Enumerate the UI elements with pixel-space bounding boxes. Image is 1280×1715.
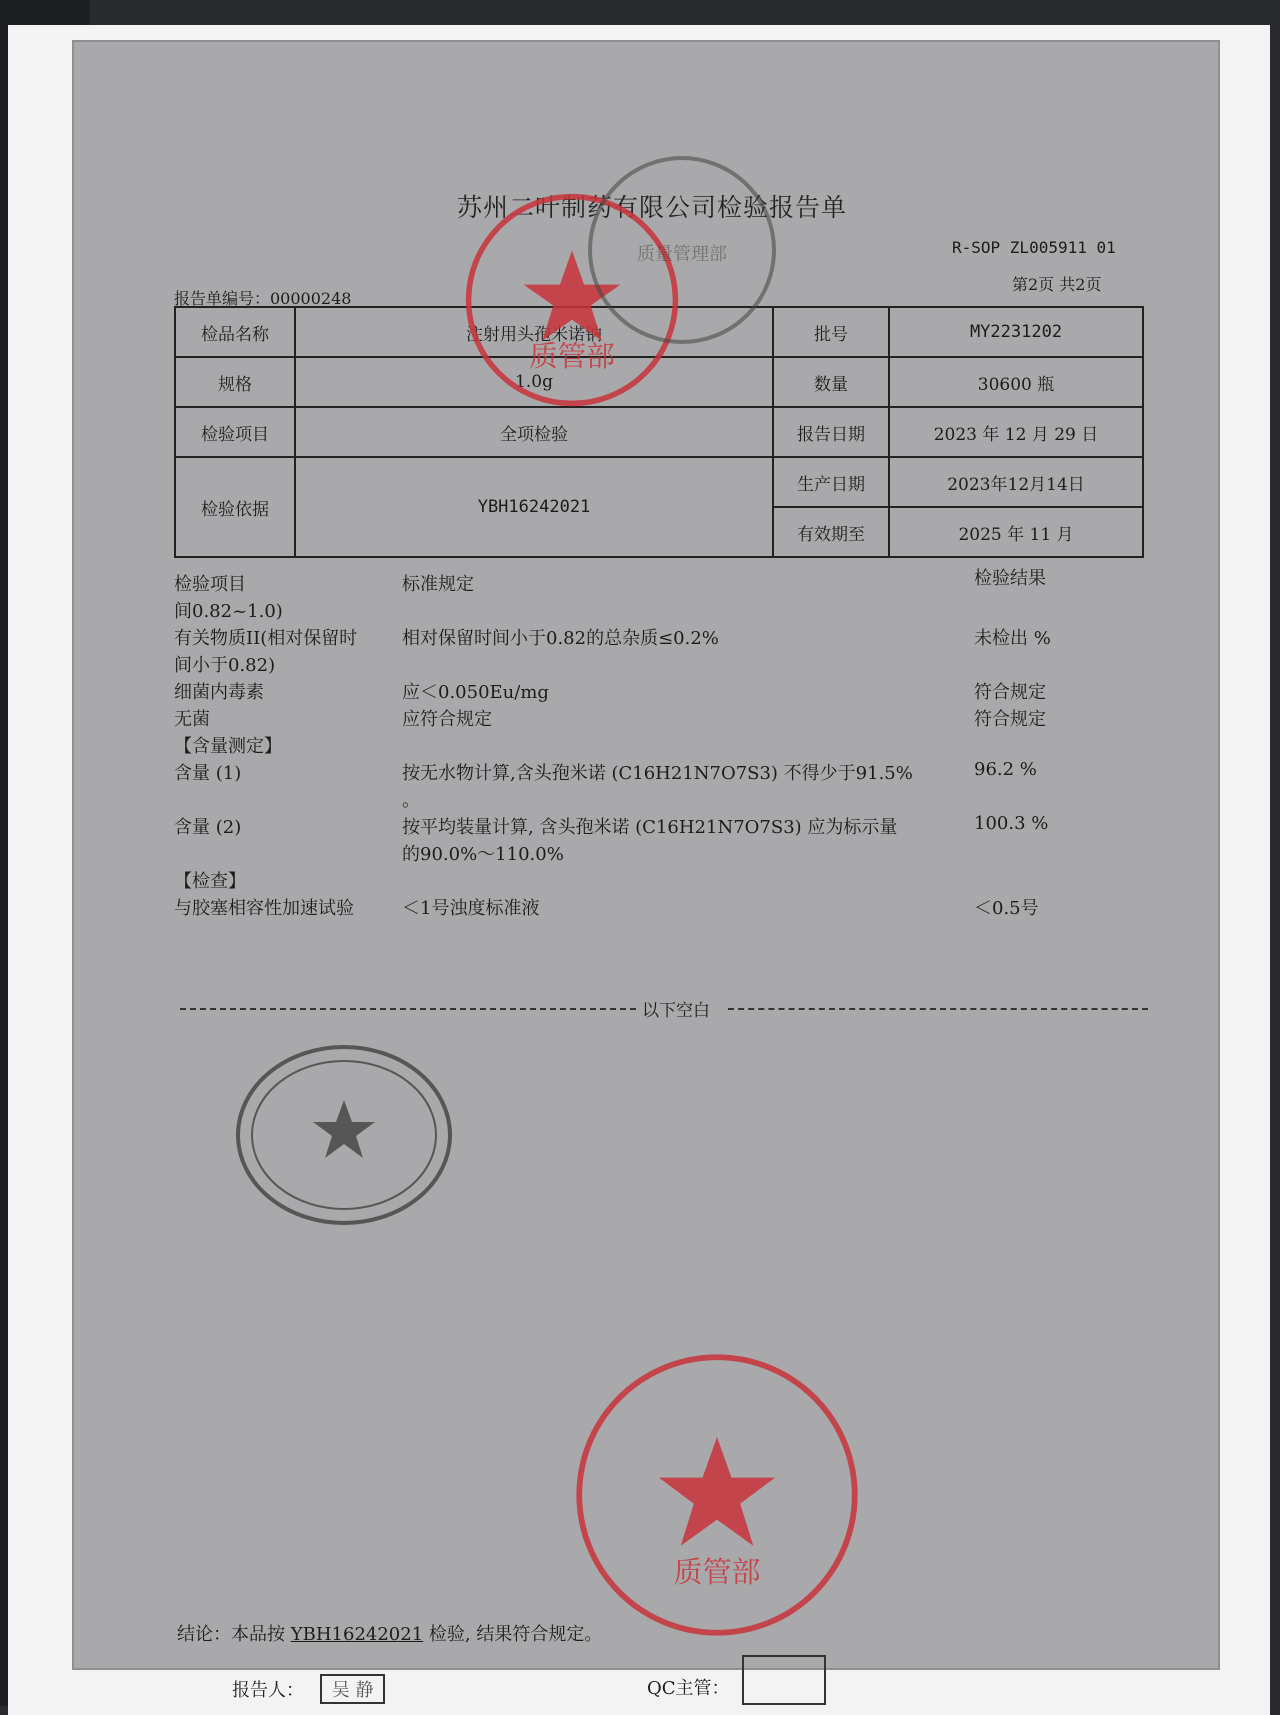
result-value: 符合规定 <box>974 682 1046 703</box>
results-list <box>174 570 1124 921</box>
expiry-value: 2025 年 11 月 <box>889 507 1143 557</box>
blank-marker: 以下空白 <box>638 996 714 1021</box>
result-value: 未检出 % <box>974 628 1051 649</box>
expiry-label: 有效期至 <box>773 507 889 557</box>
result-item: 间小于0.82) <box>174 655 276 676</box>
result-standard: 相对保留时间小于0.82的总杂质≤0.2% <box>402 628 719 649</box>
product-value: 注射用头孢米诺钠 <box>295 307 773 357</box>
result-row <box>174 651 1124 678</box>
result-value: 符合规定 <box>974 709 1046 730</box>
result-item: 有关物质II(相对保留时 <box>174 628 358 649</box>
result-item: 【检查】 <box>174 871 246 892</box>
result-row <box>174 705 1124 732</box>
spec-label: 规格 <box>175 357 295 407</box>
svg-text:质管部: 质管部 <box>529 339 615 373</box>
page-info: 第2页 共2页 <box>1012 275 1102 294</box>
result-value: 100.3 % <box>974 813 1049 834</box>
basis-value: YBH16242021 <box>295 457 773 557</box>
basis-label: 检验依据 <box>175 457 295 557</box>
col-item-header: 检验项目 <box>174 574 246 595</box>
result-item: 间0.82~1.0) <box>174 601 283 622</box>
svg-text:质量管理部: 质量管理部 <box>637 244 727 265</box>
result-row <box>174 624 1124 651</box>
prod-date-value: 2023年12月14日 <box>889 457 1143 507</box>
result-item: 【含量测定】 <box>174 736 282 757</box>
result-item: 含量 (2) <box>174 817 242 838</box>
conclusion-standard: YBH16242021 <box>290 1624 424 1645</box>
result-row <box>174 732 1124 759</box>
conclusion <box>177 1620 602 1646</box>
results-header <box>174 570 1124 597</box>
svg-text:质管部: 质管部 <box>673 1555 761 1589</box>
stamp-mid-gray <box>232 1040 457 1230</box>
result-item: 细菌内毒素 <box>174 682 264 703</box>
qty-value: 30600 瓶 <box>889 357 1143 407</box>
result-standard: 按平均装量计算, 含头孢米诺 (C16H21N7O7S3) 应为标示量 <box>402 817 898 838</box>
stamp-top-gray <box>582 150 782 350</box>
result-row <box>174 678 1124 705</box>
result-item: 无菌 <box>174 709 210 730</box>
dash-left <box>180 1008 636 1010</box>
report-date-label: 报告日期 <box>773 407 889 457</box>
product-label: 检品名称 <box>175 307 295 357</box>
stamp-bottom-red <box>572 1350 862 1640</box>
item-label: 检验项目 <box>175 407 295 457</box>
qc-signature-box <box>742 1655 826 1705</box>
reporter-name: 吴 静 <box>320 1674 386 1704</box>
result-standard: 按无水物计算,含头孢米诺 (C16H21N7O7S3) 不得少于91.5% <box>402 763 913 784</box>
qc-manager <box>647 1674 730 1700</box>
result-standard: 。 <box>402 790 420 811</box>
report-number: 报告单编号：00000248 <box>174 289 352 308</box>
blank-divider <box>180 998 1220 1021</box>
result-row <box>174 894 1124 921</box>
batch-label: 批号 <box>773 307 889 357</box>
col-result-header: 检验结果 <box>974 568 1046 589</box>
conclusion-suffix: 检验, 结果符合规定。 <box>428 1624 603 1645</box>
prod-date-label: 生产日期 <box>773 457 889 507</box>
conclusion-prefix: 结论：本品按 <box>177 1624 285 1645</box>
report-title: 苏州二叶制药有限公司检验报告单 <box>457 193 848 222</box>
doc-code: R-SOP ZL005911 01 <box>952 238 1116 257</box>
item-value: 全项检验 <box>295 407 773 457</box>
qc-label: QC主管： <box>647 1678 730 1699</box>
result-row <box>174 840 1124 867</box>
report-date-value: 2023 年 12 月 29 日 <box>889 407 1143 457</box>
result-row <box>174 597 1124 624</box>
result-standard: 应符合规定 <box>402 709 492 730</box>
result-value: ＜0.5号 <box>974 898 1039 919</box>
report-sheet <box>72 40 1220 1701</box>
batch-value: MY2231202 <box>889 307 1143 357</box>
result-value: 96.2 % <box>974 759 1037 780</box>
qty-label: 数量 <box>773 357 889 407</box>
dash-right <box>728 1008 1148 1010</box>
result-row <box>174 759 1124 786</box>
col-standard-header: 标准规定 <box>402 574 474 595</box>
spec-value: 1.0g <box>295 357 773 407</box>
result-item: 与胶塞相容性加速试验 <box>174 898 354 919</box>
result-item: 含量 (1) <box>174 763 242 784</box>
result-standard: 的90.0%～110.0% <box>402 844 564 865</box>
result-standard: ＜1号浊度标准液 <box>402 898 540 919</box>
reporter <box>232 1674 385 1704</box>
result-row <box>174 813 1124 840</box>
result-row <box>174 786 1124 813</box>
reporter-label: 报告人： <box>232 1680 304 1701</box>
result-standard: 应＜0.050Eu/mg <box>402 682 549 703</box>
result-row <box>174 867 1124 894</box>
